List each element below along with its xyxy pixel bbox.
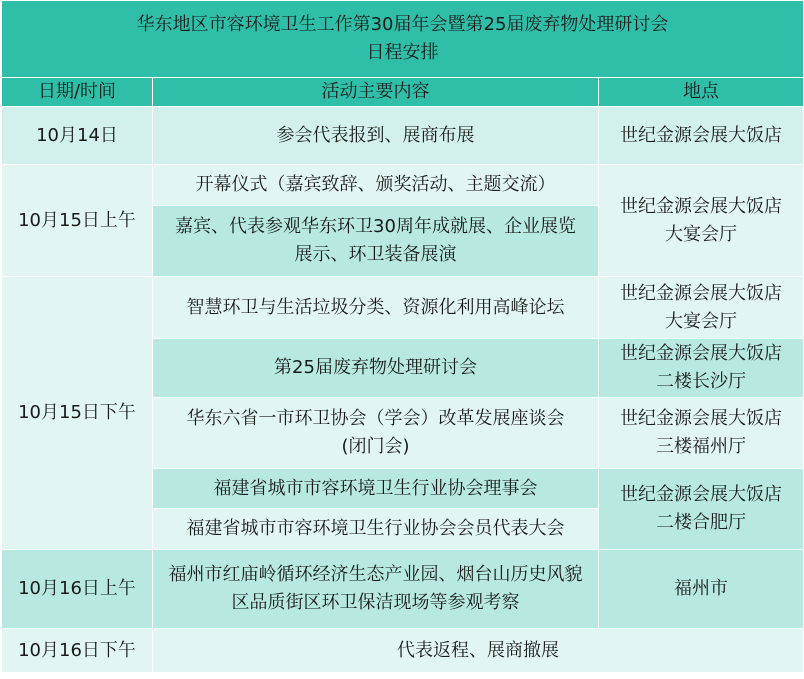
place-cell: 福州市	[599, 550, 804, 629]
activity-cell: 参会代表报到、展商布展	[153, 107, 599, 165]
place-line: 二楼长沙厅	[656, 371, 747, 392]
date-cell: 10月14日	[2, 107, 153, 165]
activity-cell	[153, 398, 599, 469]
place-line: 世纪金源会展大饭店	[620, 484, 783, 505]
activity-cell: 福建省城市市容环境卫生行业协会会员代表大会	[153, 509, 599, 550]
date-cell: 10月16日下午	[2, 629, 153, 673]
place-cell	[599, 165, 804, 277]
activity-cell: 福建省城市市容环境卫生行业协会理事会	[153, 469, 599, 509]
activity-cell: 代表返程、展商撤展	[153, 629, 804, 673]
header-place: 地点	[599, 78, 804, 107]
place-line: 大宴会厅	[665, 223, 738, 245]
place-cell: 世纪金源会展大饭店	[599, 107, 804, 165]
table-row	[2, 277, 804, 339]
activity-line: 福州市红庙岭循环经济生态产业园、烟台山历史风貌	[168, 564, 583, 585]
place-line: 世纪金源会展大饭店	[620, 282, 783, 304]
date-cell: 10月16日上午	[2, 550, 153, 629]
activity-line: 华东六省一市环卫协会（学会）改革发展座谈会	[186, 408, 565, 429]
title-line-2: 日程安排	[366, 42, 439, 63]
activity-cell: 第25届废弃物处理研讨会	[153, 339, 599, 398]
activity-line: 展示、环卫装备展演	[294, 244, 457, 265]
place-line: 三楼福州厅	[656, 436, 747, 457]
place-cell	[599, 469, 804, 550]
header-date: 日期/时间	[2, 78, 153, 107]
activity-line: (闭门会)	[341, 436, 410, 457]
activity-cell: 开幕仪式（嘉宾致辞、颁奖活动、主题交流）	[153, 165, 599, 206]
activity-cell: 智慧环卫与生活垃圾分类、资源化利用高峰论坛	[153, 277, 599, 339]
header-row	[2, 78, 804, 107]
place-cell	[599, 277, 804, 339]
title-line-1: 华东地区市容环境卫生工作第30届年会暨第25届废弃物处理研讨会	[136, 14, 669, 35]
header-content: 活动主要内容	[153, 78, 599, 107]
activity-cell	[153, 550, 599, 629]
table-title	[2, 1, 804, 78]
place-line: 世纪金源会展大饭店	[620, 343, 783, 364]
place-line: 世纪金源会展大饭店	[620, 408, 783, 429]
activity-line: 嘉宾、代表参观华东环卫30周年成就展、企业展览	[175, 216, 576, 237]
table-row	[2, 550, 804, 629]
activity-cell	[153, 206, 599, 277]
schedule-table	[1, 0, 804, 673]
place-cell	[599, 398, 804, 469]
place-line: 世纪金源会展大饭店	[620, 195, 783, 217]
place-line: 大宴会厅	[665, 310, 738, 332]
table-row	[2, 165, 804, 206]
table-row	[2, 629, 804, 673]
title-row	[2, 1, 804, 78]
table-row	[2, 107, 804, 165]
place-cell	[599, 339, 804, 398]
activity-line: 区品质街区环卫保洁现场等参观考察	[231, 592, 520, 613]
place-line: 二楼合肥厅	[656, 512, 747, 533]
date-cell: 10月15日下午	[2, 277, 153, 550]
date-cell: 10月15日上午	[2, 165, 153, 277]
